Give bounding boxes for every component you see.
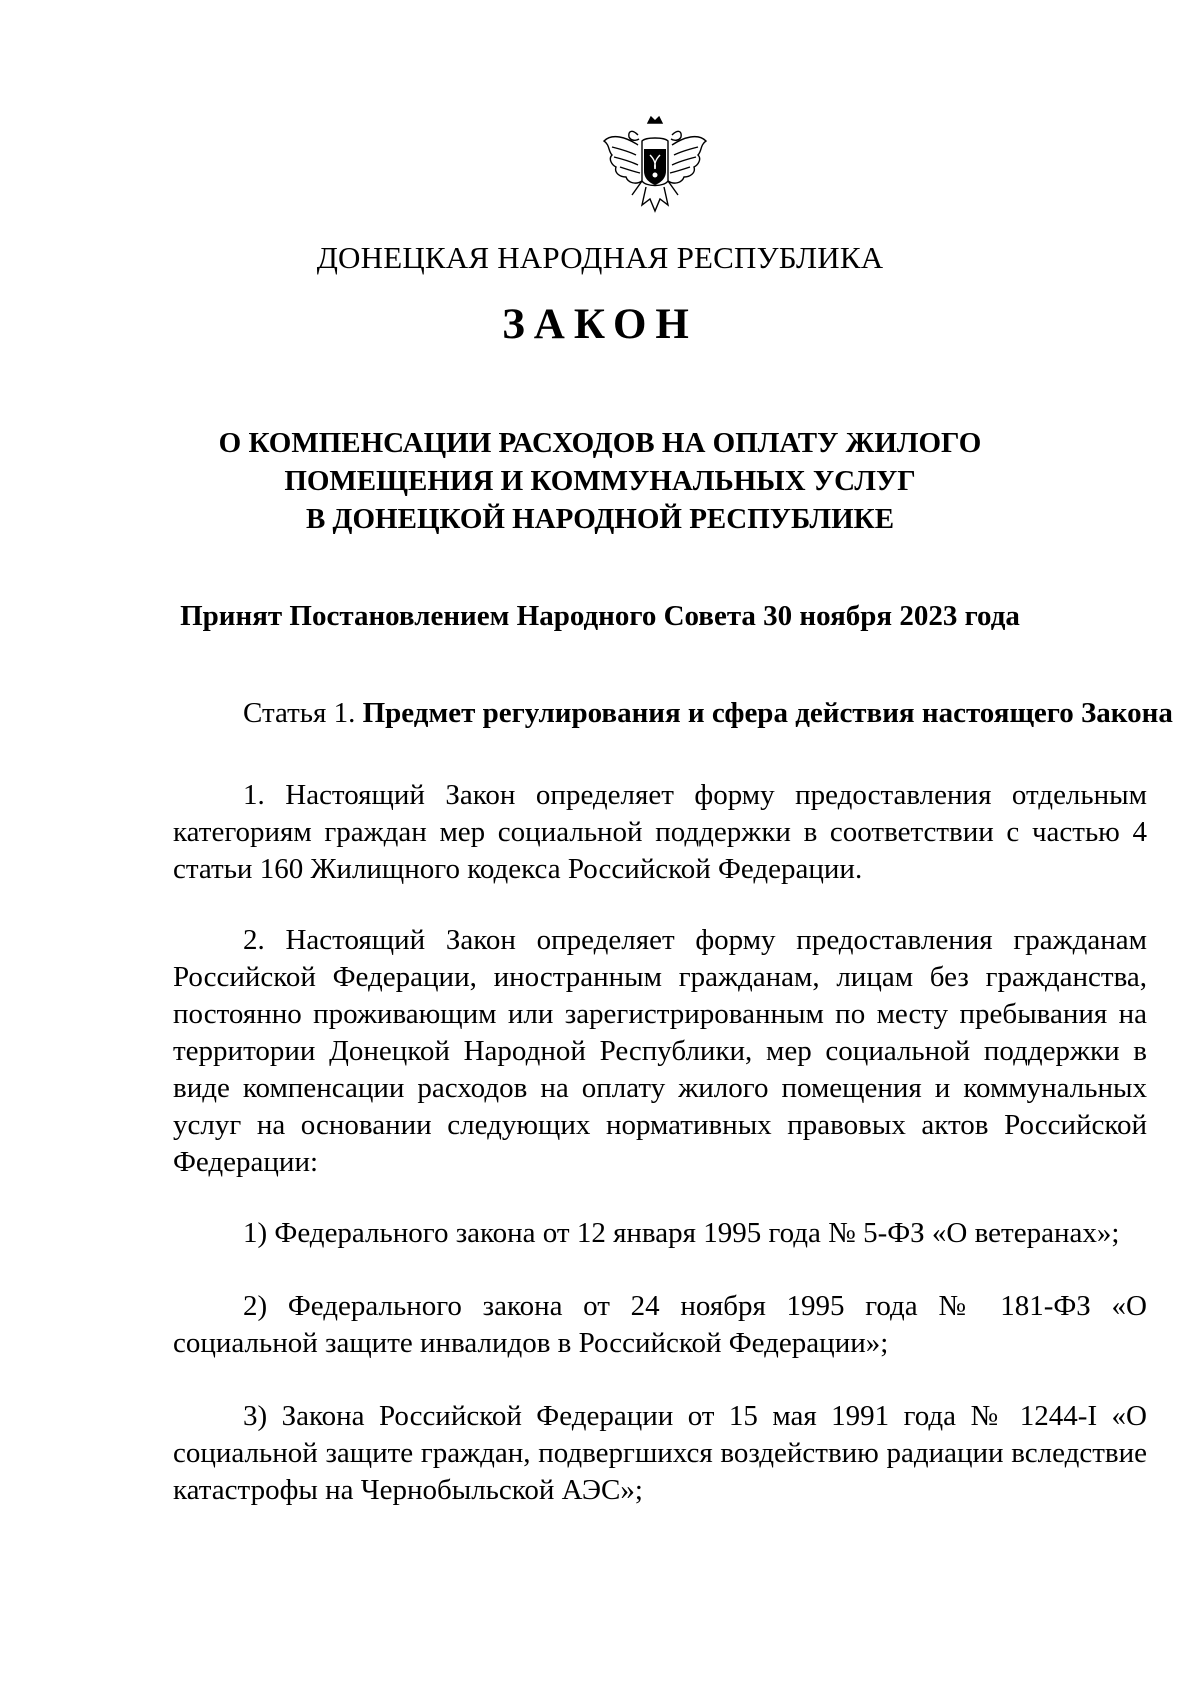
law-title-line: ПОМЕЩЕНИЯ И КОММУНАЛЬНЫХ УСЛУГ: [284, 465, 916, 497]
law-title: [0, 424, 1200, 538]
coat-of-arms-eagle-icon: [598, 115, 712, 221]
adoption-note: Принят Постановлением Народного Совета 30 ноября 2023 года: [180, 600, 1020, 632]
law-title-line: В ДОНЕЦКОЙ НАРОДНОЙ РЕСПУБЛИКЕ: [305, 503, 895, 535]
paragraph: 2. Настоящий Закон определяет форму предоставления гражданам Российской Федерации, иностранным гражданам, лицам без гражданства, постоянно проживающим или зарегистрированным по месту пребывания на территории Донецкой Народной Республики, мер социальной поддержки в виде компенсации расходов на оплату жилого помещения и коммунальных услуг на основании следующих нормативных правовых актов Российской Федерации:: [173, 924, 1147, 1178]
list-item: 3) Закона Российской Федерации от 15 мая 1991 года № 1244-I «О социальной защите граждан, подвергшихся воздействию радиации вследствие катастрофы на Чернобыльской АЭС»;: [173, 1400, 1147, 1506]
article-heading: [243, 697, 1173, 730]
list-item: 1) Федерального закона от 12 января 1995 года № 5-ФЗ «О ветеранах»;: [243, 1217, 1120, 1249]
article-label: Статья 1.: [243, 697, 363, 729]
paragraph: 1. Настоящий Закон определяет форму предоставления отдельным категориям граждан мер социальной поддержки в соответствии с частью 4 статьи 160 Жилищного кодекса Российской Федерации.: [173, 779, 1147, 885]
article-title: Предмет регулирования и сфера действия настоящего Закона: [362, 697, 1173, 729]
law-title-line: О КОМПЕНСАЦИИ РАСХОДОВ НА ОПЛАТУ ЖИЛОГО: [218, 427, 982, 459]
list-item: 2) Федерального закона от 24 ноября 1995 года № 181-ФЗ «О социальной защите инвалидов в Российской Федерации»;: [173, 1290, 1147, 1359]
republic-name: ДОНЕЦКАЯ НАРОДНАЯ РЕСПУБЛИКА: [316, 240, 884, 275]
document-type: ЗАКОН: [502, 301, 698, 348]
